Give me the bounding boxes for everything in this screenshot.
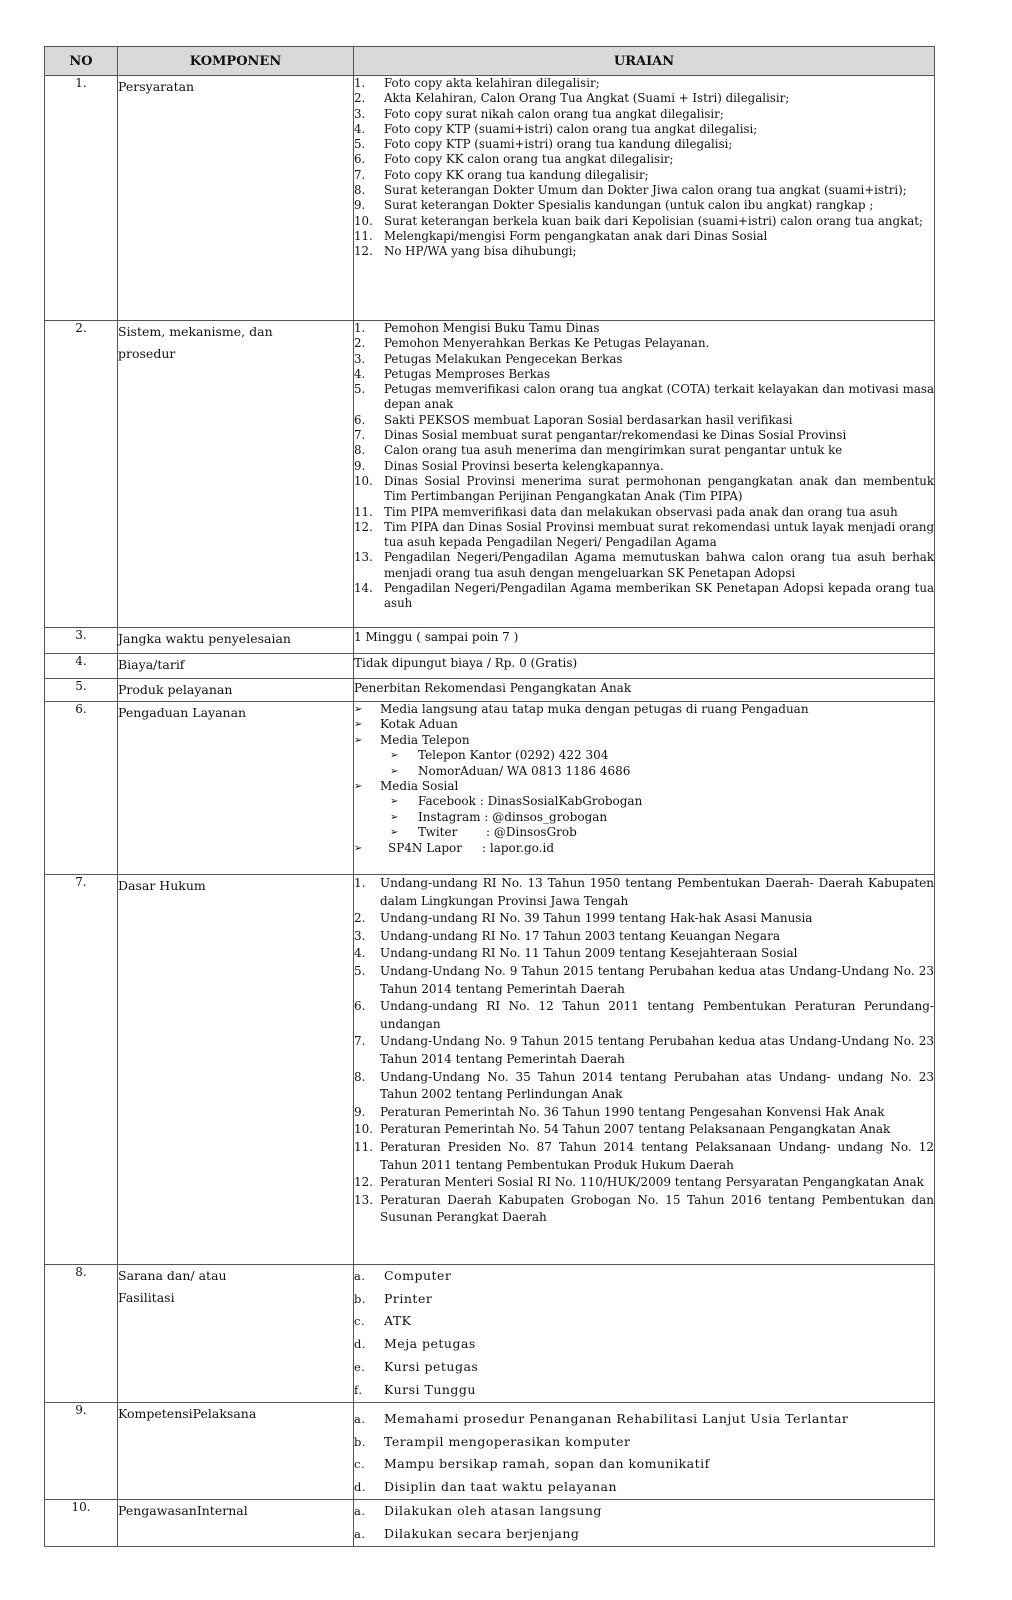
complaint-whatsapp: NomorAduan/ WA 0813 1186 4686 bbox=[418, 763, 631, 778]
list-item-text: Undang-undang RI No. 13 Tahun 1950 tentang Pembentukan Daerah- Daerah Kabupaten dalam Lingkungan Provinsi Jawa Tengah bbox=[380, 876, 934, 908]
list-item-number: 3. bbox=[354, 106, 366, 121]
list-item bbox=[354, 244, 934, 259]
list-item-number: c. bbox=[354, 1314, 366, 1329]
list-item-number: 3. bbox=[354, 351, 366, 366]
list-item bbox=[354, 875, 934, 910]
instagram-account: Instagram : @dinsos_grobogan bbox=[418, 809, 608, 824]
list-item-text: Undang-undang RI No. 17 Tahun 2003 tentang Keuangan Negara bbox=[380, 928, 780, 943]
row-component: Persyaratan bbox=[118, 76, 354, 321]
list-item bbox=[354, 1192, 934, 1227]
list-item-number: 12. bbox=[354, 1175, 374, 1190]
complaint-box: Kotak Aduan bbox=[380, 717, 458, 732]
list-item-text: Dinas Sosial Provinsi beserta kelengkapannya. bbox=[384, 458, 664, 473]
list-item bbox=[354, 1453, 934, 1476]
row-number: 6. bbox=[45, 702, 118, 875]
list-item-text: Foto copy KK calon orang tua angkat dilegalisir; bbox=[384, 152, 674, 167]
row-number: 8. bbox=[45, 1265, 118, 1403]
list-item-number: 10. bbox=[354, 213, 373, 228]
list-item-text: Akta Kelahiran, Calon Orang Tua Angkat (Suami + Istri) dilegalisir; bbox=[384, 91, 790, 106]
arrow-bullet-icon: ➢ bbox=[390, 811, 399, 823]
list-item-number: 6. bbox=[354, 999, 366, 1014]
list-item-number: 11. bbox=[354, 228, 373, 243]
list-item-text: Foto copy KK orang tua kandung dilegalisir; bbox=[384, 167, 649, 182]
list-item-text: Dinas Sosial Provinsi menerima surat permohonan pengangkatan anak dan membentuk Tim Pertimbangan Perijinan Pengangkatan Anak (Tim PIPA) bbox=[384, 473, 934, 504]
table-row bbox=[45, 875, 935, 1265]
list-item-text: Undang-Undang No. 9 Tahun 2015 tentang Perubahan kedua atas Undang-Undang No. 23 Tahun 2014 tentang Pemerintah Daerah bbox=[380, 963, 934, 996]
header-uraian: URAIAN bbox=[354, 47, 935, 76]
list-item bbox=[354, 1408, 934, 1431]
list-item-text: Sakti PEKSOS membuat Laporan Sosial berdasarkan hasil verifikasi bbox=[384, 412, 793, 427]
list-item-text: Printer bbox=[384, 1290, 433, 1306]
list-item bbox=[354, 825, 934, 840]
row-component bbox=[118, 321, 354, 628]
list-item-number: c. bbox=[354, 1457, 366, 1472]
arrow-bullet-icon: ➢ bbox=[390, 796, 399, 808]
list-item-number: 2. bbox=[354, 336, 366, 351]
list-item-number: 13. bbox=[354, 1192, 374, 1207]
list-item-number: f. bbox=[354, 1382, 363, 1397]
list-item bbox=[354, 474, 934, 505]
row-component-line: Sistem, mekanisme, dan bbox=[118, 324, 273, 339]
list-item bbox=[354, 702, 934, 717]
row-number: 2. bbox=[45, 321, 118, 628]
list-item-text: Kursi Tunggu bbox=[384, 1381, 476, 1397]
arrow-bullet-icon: ➢ bbox=[354, 719, 363, 731]
table-row bbox=[45, 1499, 935, 1546]
list-item bbox=[354, 168, 934, 183]
list-item bbox=[354, 505, 934, 520]
list-item-text: Undang-undang RI No. 12 Tahun 2011 tentang Pembentukan Peraturan Perundang-undangan bbox=[380, 999, 934, 1031]
list-item-text: Melengkapi/mengisi Form pengangkatan anak dari Dinas Sosial bbox=[384, 228, 768, 243]
row-description bbox=[354, 76, 935, 321]
list-item bbox=[354, 998, 934, 1033]
procedure-list bbox=[354, 321, 934, 612]
row-number: 4. bbox=[45, 654, 118, 679]
list-item-number: 12. bbox=[354, 244, 373, 259]
arrow-bullet-icon: ➢ bbox=[390, 765, 399, 777]
arrow-bullet-icon: ➢ bbox=[354, 704, 363, 715]
complaint-direct: Media langsung atau tatap muka dengan petugas di ruang Pengaduan bbox=[380, 702, 809, 716]
list-item-text: Foto copy akta kelahiran dilegalisir; bbox=[384, 76, 600, 90]
list-item-text: Peraturan Pemerintah No. 36 Tahun 1990 tentang Pengesahan Konvensi Hak Anak bbox=[380, 1104, 885, 1119]
arrow-bullet-icon: ➢ bbox=[354, 842, 363, 854]
list-item-number: 2. bbox=[354, 911, 366, 926]
list-item-text: ATK bbox=[384, 1313, 412, 1329]
row-component: KompetensiPelaksana bbox=[118, 1403, 354, 1500]
table-header-row bbox=[45, 47, 935, 76]
list-item-text: Tim PIPA memverifikasi data dan melakukan observasi pada anak dan orang tua asuh bbox=[384, 504, 898, 519]
list-item-number: 5. bbox=[354, 963, 366, 978]
table-row bbox=[45, 76, 935, 321]
row-component: PengawasanInternal bbox=[118, 1499, 354, 1546]
row-number: 7. bbox=[45, 875, 118, 1265]
list-item-text: Undang-Undang No. 9 Tahun 2015 tentang Perubahan kedua atas Undang-Undang No. 23 Tahun 2014 tentang Pemerintah Daerah bbox=[380, 1034, 934, 1066]
list-item-text: Undang-undang RI No. 11 Tahun 2009 tentang Kesejahteraan Sosial bbox=[380, 946, 798, 961]
list-item bbox=[354, 794, 934, 809]
list-item-number: 5. bbox=[354, 137, 366, 152]
row-component-line: Sarana dan/ atau bbox=[118, 1268, 227, 1283]
list-item bbox=[354, 810, 934, 825]
list-item-text: Petugas memverifikasi calon orang tua angkat (COTA) terkait kelayakan dan motivasi masa depan anak bbox=[384, 382, 934, 412]
list-item-number: 2. bbox=[354, 91, 366, 106]
list-item-number: 1. bbox=[354, 76, 366, 90]
list-item-number: b. bbox=[354, 1434, 367, 1449]
list-item bbox=[354, 76, 934, 91]
facilities-list bbox=[354, 1265, 934, 1401]
list-item bbox=[354, 152, 934, 167]
table-row bbox=[45, 1265, 935, 1403]
list-item-text: Surat keterangan Dokter Spesialis kandungan (untuk calon ibu angkat) rangkap ; bbox=[384, 198, 874, 213]
list-item bbox=[354, 443, 934, 458]
office-phone: Telepon Kantor (0292) 422 304 bbox=[418, 748, 609, 763]
list-item bbox=[354, 1310, 934, 1333]
list-item-number: 13. bbox=[354, 550, 373, 565]
list-item bbox=[354, 928, 934, 946]
list-item bbox=[354, 321, 934, 336]
row-component: Pengaduan Layanan bbox=[118, 702, 354, 875]
list-item bbox=[354, 1069, 934, 1104]
list-item-text: Calon orang tua asuh menerima dan mengirimkan surat pengantar untuk ke bbox=[384, 443, 843, 458]
list-item bbox=[354, 198, 934, 213]
list-item-text: Peraturan Presiden No. 87 Tahun 2014 tentang Pelaksanaan Undang- undang No. 12 Tahun 2011 tentang Pembentukan Produk Hukum Daerah bbox=[380, 1139, 934, 1172]
list-item bbox=[354, 1523, 934, 1546]
row-component: Biaya/tarif bbox=[118, 654, 354, 679]
table-row bbox=[45, 679, 935, 702]
list-item bbox=[354, 459, 934, 474]
list-item-number: b. bbox=[354, 1291, 367, 1306]
row-description bbox=[354, 1265, 935, 1403]
row-description bbox=[354, 1403, 935, 1500]
list-item-number: d. bbox=[354, 1480, 367, 1495]
list-item bbox=[354, 137, 934, 152]
list-item-text: Peraturan Pemerintah No. 54 Tahun 2007 tentang Pelaksanaan Pengangkatan Anak bbox=[380, 1122, 891, 1137]
list-item-text: Foto copy KTP (suami+istri) orang tua kandung dilegalisi; bbox=[384, 137, 733, 152]
sp4n-link: : lapor.go.id bbox=[482, 840, 555, 855]
requirements-list bbox=[354, 76, 934, 260]
list-item bbox=[354, 1104, 934, 1122]
list-item bbox=[354, 550, 934, 581]
list-item-number: 10. bbox=[354, 473, 373, 488]
list-item-text: Peraturan Menteri Sosial RI No. 110/HUK/2009 tentang Persyaratan Pengangkatan Anak bbox=[380, 1175, 924, 1190]
row-description bbox=[354, 875, 935, 1265]
list-item-number: a. bbox=[354, 1526, 366, 1541]
arrow-bullet-icon: ➢ bbox=[390, 827, 399, 839]
list-item bbox=[354, 229, 934, 244]
table-row bbox=[45, 654, 935, 679]
list-item bbox=[354, 382, 934, 413]
list-item bbox=[354, 428, 934, 443]
list-item-text: Petugas Melakukan Pengecekan Berkas bbox=[384, 351, 623, 366]
list-item bbox=[354, 945, 934, 963]
twitter-account: : @DinsosGrob bbox=[486, 825, 577, 840]
list-item-number: 3. bbox=[354, 928, 366, 943]
list-item bbox=[354, 841, 934, 856]
list-item-number: 12. bbox=[354, 519, 373, 534]
list-item-text: Undang-undang RI No. 39 Tahun 1999 tentang Hak-hak Asasi Manusia bbox=[380, 911, 813, 926]
legal-basis-list bbox=[354, 875, 934, 1227]
list-item-number: e. bbox=[354, 1359, 366, 1374]
sp4n-label: SP4N Lapor bbox=[388, 840, 463, 855]
row-component bbox=[118, 1265, 354, 1403]
list-item-text: Dinas Sosial membuat surat pengantar/rekomendasi ke Dinas Sosial Provinsi bbox=[384, 428, 847, 443]
row-description: Penerbitan Rekomendasi Pengangkatan Anak bbox=[354, 679, 935, 702]
list-item-number: 4. bbox=[354, 946, 366, 961]
row-description: Tidak dipungut biaya / Rp. 0 (Gratis) bbox=[354, 654, 935, 679]
list-item-text: Surat keterangan Dokter Umum dan Dokter Jiwa calon orang tua angkat (suami+istri); bbox=[384, 183, 907, 198]
list-item-text: Undang-Undang No. 35 Tahun 2014 tentang Perubahan atas Undang- undang No. 23 Tahun 2002 tentang Perlindungan Anak bbox=[380, 1069, 934, 1102]
row-description: 1 Minggu ( sampai poin 7 ) bbox=[354, 628, 935, 654]
list-item-text: Peraturan Daerah Kabupaten Grobogan No. 15 Tahun 2016 tentang Pembentukan dan Susunan Perangkat Daerah bbox=[380, 1192, 934, 1225]
list-item bbox=[354, 779, 934, 794]
list-item bbox=[354, 1033, 934, 1068]
list-item-number: a. bbox=[354, 1503, 366, 1518]
list-item-number: 1. bbox=[354, 876, 366, 890]
list-item-number: 9. bbox=[354, 198, 366, 213]
row-component-line: Fasilitasi bbox=[118, 1290, 175, 1305]
list-item-number: 9. bbox=[354, 458, 366, 473]
competency-list bbox=[354, 1408, 934, 1499]
list-item bbox=[354, 122, 934, 137]
row-description bbox=[354, 321, 935, 628]
row-description bbox=[354, 1499, 935, 1546]
arrow-bullet-icon: ➢ bbox=[354, 734, 363, 746]
list-item bbox=[354, 336, 934, 351]
list-item-number: d. bbox=[354, 1337, 367, 1352]
list-item-number: 8. bbox=[354, 443, 366, 458]
facebook-account: Facebook : DinasSosialKabGrobogan bbox=[418, 794, 643, 809]
list-item bbox=[354, 1476, 934, 1499]
list-item bbox=[354, 733, 934, 748]
list-item-text: Petugas Memproses Berkas bbox=[384, 366, 551, 381]
arrow-bullet-icon: ➢ bbox=[354, 781, 363, 793]
list-item-number: 1. bbox=[354, 321, 366, 335]
row-number: 3. bbox=[45, 628, 118, 654]
list-item-number: 14. bbox=[354, 581, 373, 596]
list-item bbox=[354, 764, 934, 779]
arrow-bullet-icon: ➢ bbox=[390, 750, 399, 762]
complaint-social-media: Media Sosial bbox=[380, 779, 459, 794]
twitter-label: Twiter bbox=[418, 825, 458, 840]
list-item-number: 9. bbox=[354, 1104, 366, 1119]
list-item-number: 7. bbox=[354, 428, 366, 443]
list-item bbox=[354, 1121, 934, 1139]
list-item-number: 7. bbox=[354, 167, 366, 182]
row-number: 5. bbox=[45, 679, 118, 702]
list-item-text: Terampil mengoperasikan komputer bbox=[384, 1433, 631, 1449]
list-item-number: 10. bbox=[354, 1122, 374, 1137]
row-component: Produk pelayanan bbox=[118, 679, 354, 702]
list-item-number: 7. bbox=[354, 1034, 366, 1049]
header-komponen: KOMPONEN bbox=[118, 47, 354, 76]
list-item-number: 11. bbox=[354, 1139, 374, 1154]
list-item bbox=[354, 1174, 934, 1192]
list-item bbox=[354, 1500, 934, 1523]
list-item-number: a. bbox=[354, 1269, 366, 1283]
list-item bbox=[354, 1431, 934, 1454]
table-row bbox=[45, 628, 935, 654]
list-item-text: Meja petugas bbox=[384, 1336, 476, 1352]
list-item-number: 4. bbox=[354, 121, 366, 136]
row-component-line: prosedur bbox=[118, 346, 176, 361]
list-item-text: Dilakukan secara berjenjang bbox=[384, 1525, 580, 1541]
list-item-text: Tim PIPA dan Dinas Sosial Provinsi membuat surat rekomendasi untuk layak menjadi orang tua asuh kepada Pengadilan Negeri/ Pengadilan Agama bbox=[384, 519, 934, 550]
table-row bbox=[45, 321, 935, 628]
list-item bbox=[354, 1139, 934, 1174]
row-component: Dasar Hukum bbox=[118, 875, 354, 1265]
list-item-text: Kursi petugas bbox=[384, 1358, 479, 1374]
list-item-number: 11. bbox=[354, 504, 373, 519]
list-item-text: Pengadilan Negeri/Pengadilan Agama memberikan SK Penetapan Adopsi kepada orang tua asuh bbox=[384, 581, 934, 611]
list-item bbox=[354, 413, 934, 428]
list-item-text: Foto copy surat nikah calon orang tua angkat dilegalisir; bbox=[384, 106, 724, 121]
list-item-number: 8. bbox=[354, 183, 366, 198]
list-item-text: Computer bbox=[384, 1268, 452, 1283]
list-item bbox=[354, 91, 934, 106]
list-item-text: Pemohon Mengisi Buku Tamu Dinas bbox=[384, 321, 600, 335]
list-item bbox=[354, 214, 934, 229]
row-number: 9. bbox=[45, 1403, 118, 1500]
list-item bbox=[354, 1288, 934, 1311]
list-item bbox=[354, 1265, 934, 1288]
list-item bbox=[354, 748, 934, 763]
list-item-number: a. bbox=[354, 1412, 366, 1426]
list-item bbox=[354, 520, 934, 551]
list-item bbox=[354, 717, 934, 732]
list-item bbox=[354, 183, 934, 198]
supervision-list bbox=[354, 1500, 934, 1545]
list-item-text: Pengadilan Negeri/Pengadilan Agama memutuskan bahwa calon orang tua asuh berhak menjadi orang tua asuh dengan mengeluarkan SK Penetapan Adopsi bbox=[384, 550, 934, 580]
list-item bbox=[354, 1379, 934, 1402]
list-item-number: 4. bbox=[354, 366, 366, 381]
complaint-channel-list bbox=[354, 702, 934, 856]
list-item-text: Memahami prosedur Penanganan Rehabilitasi Lanjut Usia Terlantar bbox=[384, 1411, 849, 1426]
table-row bbox=[45, 1403, 935, 1500]
table-row bbox=[45, 702, 935, 875]
list-item bbox=[354, 581, 934, 612]
list-item bbox=[354, 910, 934, 928]
list-item-text: Pemohon Menyerahkan Berkas Ke Petugas Pelayanan. bbox=[384, 336, 710, 351]
list-item-text: Surat keterangan berkela kuan baik dari Kepolisian (suami+istri) calon orang tua angkat; bbox=[384, 213, 923, 228]
list-item-number: 5. bbox=[354, 382, 366, 397]
list-item-text: Mampu bersikap ramah, sopan dan komunikatif bbox=[384, 1456, 710, 1472]
list-item bbox=[354, 1356, 934, 1379]
complaint-phone: Media Telepon bbox=[380, 732, 470, 747]
list-item bbox=[354, 1333, 934, 1356]
row-description bbox=[354, 702, 935, 875]
list-item-text: Dilakukan oleh atasan langsung bbox=[384, 1502, 602, 1518]
list-item bbox=[354, 352, 934, 367]
row-number: 10. bbox=[45, 1499, 118, 1546]
service-standard-table bbox=[44, 46, 935, 1547]
list-item-text: Disiplin dan taat waktu pelayanan bbox=[384, 1479, 618, 1495]
list-item-number: 6. bbox=[354, 152, 366, 167]
list-item-number: 6. bbox=[354, 412, 366, 427]
header-no: NO bbox=[45, 47, 118, 76]
row-component: Jangka waktu penyelesaian bbox=[118, 628, 354, 654]
list-item bbox=[354, 367, 934, 382]
row-number: 1. bbox=[45, 76, 118, 321]
list-item-text: No HP/WA yang bisa dihubungi; bbox=[384, 244, 577, 259]
list-item-text: Foto copy KTP (suami+istri) calon orang tua angkat dilegalisi; bbox=[384, 121, 758, 136]
list-item bbox=[354, 963, 934, 998]
list-item-number: 8. bbox=[354, 1069, 366, 1084]
list-item bbox=[354, 107, 934, 122]
